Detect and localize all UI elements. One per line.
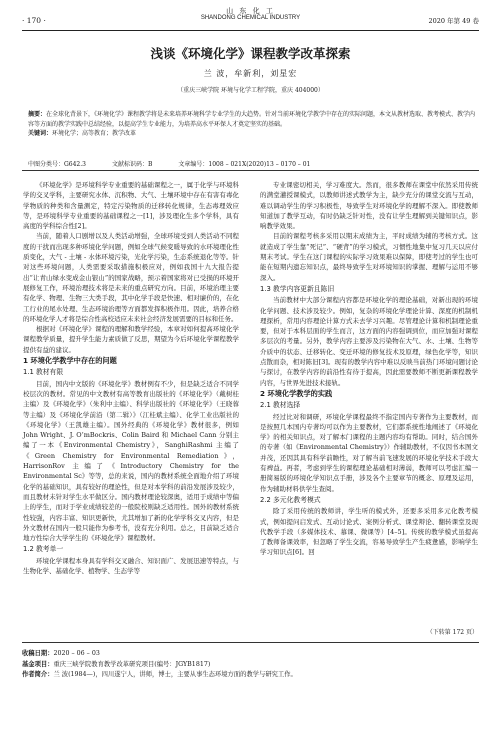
- received-date: [22, 649, 479, 660]
- page-header: [22, 4, 479, 31]
- subsection-heading: 1.2 教考单一: [23, 545, 64, 554]
- document-code: 文献标识码：B: [111, 161, 153, 168]
- received-value: 2020 – 06 – 03: [53, 650, 100, 657]
- paper-title: 浅谈《环境化学》课程教学改革探索: [150, 46, 351, 61]
- paragraph: 当前教材中大部分课程内容都是环境化学的理论基础，对新出现的环境化学问题、技术涉及较少。例如，复杂的环境化学理论计算、深度的机制机理探析，常用内容理论计算方式未去学习兴趣。尽管理论计算和机制理论重要，但对于本科层面的学生而言，这方面的内容强调到位，而应加强对课程多层次的考量。另外，教学内容主要涉及污染物在大气、水、土壤、生物等介质中的状态、迁移转化、变迁环境的修复技术及原理，绿色化学等，知识点散而杂，相对陈旧[3]。现有的教学内容中难以反映当前热门环境问题讨论与探讨，在教学内容的前沿性有待于提高，因此需要教师不断更新课程教学内容，与世界先进技术接轨。: [260, 296, 478, 387]
- subsection-heading: 1.1 教材有限: [23, 368, 64, 377]
- author-value: 兰 波(1984—)，四川遂宁人，讲师，博士，主要从事生态环境方面的教学与研究工作。: [53, 671, 297, 678]
- paragraph: 专业课密切相关，学习难度大。然而，很多教师在课堂中依然采用传统的满堂灌授课模式，以教师讲述式教学为主，缺少充分的课堂交流与互动，难以调动学生的学习积极性，导致学生对环境化学的理解不深入。即使教师知道加了教学互动，有时仍缺乏针对性，没有让学生理解到关键知识点，影响教学效果。: [260, 181, 478, 231]
- paragraph: 当前，随着人口剧增以及人类活动增强，全球环境受到人类活动不同程度的干扰而出现多种环境化学问题，例如全球气候变暖导致的水环境理化性质变化，大气 - 土壤 - 水体环境污染，光化学污染，生态系统退化等等。针对这些环境问题，人类需要采取措施积极应对，例如我国十九大报告提出“让青山绿水变成金山银山”的国家战略，预示着国家将对已受损的环境开展修复工作，环境治理技术将是未来的重点研究方向。目前，环境治理主要有化学、物理、生物三大类手段，其中化学手段是快速、相对廉价的，在化工行业的尾水处理、生态环境治理等方面都发挥积极作用。因此，培养合格的环境化学人才将是综合性高校适应未来社会经济发展需要的目标和任务。: [23, 232, 239, 323]
- author-label: 作者简介：: [22, 671, 54, 678]
- right-column: [260, 180, 478, 558]
- abstract-block: [28, 110, 477, 139]
- left-column: [23, 180, 239, 576]
- clc-number: 中图分类号：G642.3: [28, 161, 86, 168]
- issue-info: 2020 年第 49 卷: [428, 17, 479, 25]
- divider: [22, 170, 479, 171]
- classification-line: [28, 159, 477, 168]
- keywords-text: 环境化学；高等教育；教学改革: [52, 130, 137, 137]
- continued-note: （下转第 172 页）: [426, 629, 478, 636]
- paragraph: 环境化学课程本身具有学科交叉融合、知识面广、发展迅速等特点，与生物化学、基础化学、植物学、生态学等: [23, 556, 239, 575]
- fund-label: 基金项目：: [22, 660, 54, 668]
- fund-project: [22, 660, 479, 671]
- author-bio: [22, 670, 479, 681]
- footnotes: [22, 642, 479, 681]
- paragraph: 目前的课程考核多采用以期末成绩为主，平时成绩为辅的考核方式。这就造成了学生靠“死记”、“硬背”的学习模式，习惯性地集中复习几天以应付期末考试。学生在这门课程的实际学习效果难以保障，即使考过的学生也可能在短期内遗忘知识点，最终导致学生对环境知识的掌握、理解与运用不够深入。: [260, 232, 478, 282]
- authors: 兰 波，牟新利，刘星宏: [203, 69, 298, 78]
- subsection-heading: 2.1 教材选择: [260, 401, 301, 410]
- paragraph: 根据对《环境化学》课程的理解和教学经验，本章对如何提高环境化学课程教学质量，提升学生能力素质做了反思，期望为今后环境化学课程教学提供有益的建议。: [23, 325, 239, 354]
- subsection-heading: 1.3 教学内容更新且陈旧: [260, 284, 335, 293]
- abstract: [28, 110, 477, 129]
- section-heading: 1 环境化学教学中存在的问题: [23, 356, 117, 366]
- journal-name-cn: 山 东 化 工: [226, 7, 275, 15]
- abstract-text: 在全球化背景下，《环境化学》课程教学将是未来培养环境科学专业学生的大趋势。针对当前环境化学教学中存在的实际问题，本文从教材选取、教考模式、教学内容等方面的教学实践中总结经验，以提高学生专业能力，为培养高水平环保人才奠定坚实的基础。: [28, 111, 476, 128]
- page-number: · 170 ·: [22, 16, 46, 25]
- journal-name-en: SHANDONG CHEMICAL INDUSTRY: [200, 15, 301, 21]
- paragraph: 《环境化学》是环境科学专业重要的基础课程之一，属于化学与环境科学的交叉学科，主要研究水体、沉积物、大气、土壤环境中存在有害有毒化学物质的种类和含量测定，特定污染物质的迁移转化规律，生态毒理效应等，是环境科学专业重要的基础课程之一[1]，涉及理化生多个学科，具有高度的学科综合性[2]。: [23, 181, 239, 231]
- keywords: [28, 129, 477, 139]
- fund-value: 重庆三峡学院教育教学改革研究项目(编号：JGYB1817): [53, 660, 211, 668]
- subsection-heading: 2.2 多元化教考模式: [260, 495, 321, 504]
- paragraph: 除了采用传统的教师讲，学生听的模式外，还要多采用多元化教考模式，例如提问启发式、互动讨论式、案例分析式、课堂辩论、翻转课堂及现代教学手段（多媒体技术、慕课、微课等）[4–5]。传统的教学模式虽提高了教师备课效率，但忽略了学生交流，容易导致学生产生疲惫感，影响学生学习知识点[6]。回: [260, 507, 478, 557]
- abstract-label: 摘要：: [28, 111, 47, 118]
- received-label: 收稿日期：: [22, 650, 54, 657]
- keywords-label: 关键词：: [28, 130, 53, 137]
- section-heading: 2 环境化学教学的实践: [260, 388, 333, 398]
- article-number: 文章编号：1008 – 021X(2020)13 – 0170 – 01: [178, 161, 311, 168]
- paragraph: 经过比对和调研，环境化学课程最终不指定国内专著作为主要教材，而是按照几本国内专著均可以作为主要教材，它们都系统性地阐述了《环境化学》的相关知识点，对了解本门课程的主题内容均有帮助。同时，结合国外的专著（如《Environmental Chemistry》）作辅助教材，不仅因书本图文并茂，还因其具有科学前瞻性，对了解当前飞速发展的环境化学技术手段大有裨益。再者，考虑到学生的课程理论基础相对薄弱，教师可以考虑汇编一册简易版的环境化学知识点手册，涉及各个主要章节的概念、原理及运用，作为辅助材料供学生查阅。: [260, 412, 478, 493]
- paragraph: 目前，国内中文版的《环境化学》教材例有不少，但是缺乏适合不同学校层次的教材。常见的中文教材有高等教育出版社的《环境化学》（戴树桂主编）及《环境化学》（朱利中主编）、科学出版社的《环境化学》（王晓蓉等主编）及《环境化学前沿（第二辑）》（江桂斌主编）、化学工业出版社的《环境化学》（王凯雄主编）。国外经典的《环境化学》教材很多，例如 John Wright、J. O’mBockris、Colin Baird 和 Michael Cann 分别主编了一本《Environmental Chemistry》，SanghiRashmi 主编了《Green Chemistry for Environmental Remediation》，HarrisonRov 主编了《Introductory Chemistry for the Environmental Sc》等等，总的来说，国内的教材系统全面地介绍了环境化学的基础知识，具有较好的理论性，但是对本学科的前沿发展涉及较少，而且教材未针对学生水平做区分。国内教材理论较深奥，适用于成绩中等偏上的学生，而对于学业成绩较差的一般院校则缺乏适用性。国外的教材系统性较强，内容丰富、知识更新快，尤其增加了新的化学学科交叉内容，但是外文教材在国内一般只能作为参考书，没有充分利用。总之，目前缺乏适合地方性综合大学学生的《环境化学》课程教材。: [23, 379, 239, 543]
- affiliation: （重庆三峡学院 环境与化学工程学院，重庆 404000）: [177, 87, 324, 94]
